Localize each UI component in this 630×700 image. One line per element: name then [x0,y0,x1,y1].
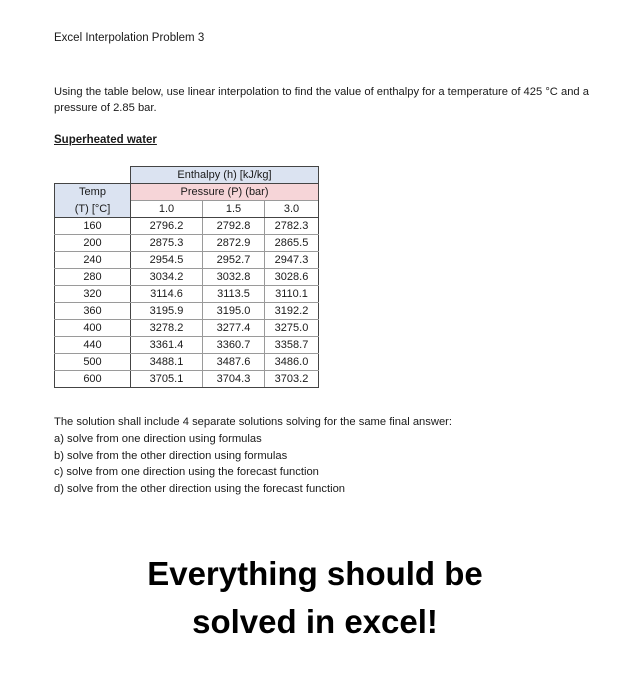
table-row [55,303,319,320]
table-row [55,337,319,354]
temp-cell: 320 [55,286,131,303]
enthalpy-cell: 3360.7 [203,337,265,354]
table-caption: Enthalpy (h) [kJ/kg] [131,167,319,184]
requirement-item: d) solve from the other direction using the forecast function [54,483,346,496]
enthalpy-cell: 2875.3 [131,235,203,252]
closing-line: solved in excel! [192,603,438,640]
enthalpy-cell: 2792.8 [203,218,265,235]
temp-cell: 500 [55,354,131,371]
table-row [55,269,319,286]
enthalpy-cell: 3704.3 [203,371,265,388]
problem-statement: Using the table below, use linear interpolation to find the value of enthalpy for a temperature of 425 °C and a pressure of 2.85 bar. [54,86,589,114]
table-row [55,371,319,388]
enthalpy-cell: 2796.2 [131,218,203,235]
enthalpy-cell: 3278.2 [131,320,203,337]
temp-cell: 240 [55,252,131,269]
solution-requirements [54,414,452,498]
pressure-header: 1.5 [203,201,265,218]
enthalpy-cell: 3488.1 [131,354,203,371]
enthalpy-cell: 2954.5 [131,252,203,269]
table-row [55,235,319,252]
enthalpy-cell: 2865.5 [265,235,319,252]
pressure-header: 1.0 [131,201,203,218]
temp-cell: 160 [55,218,131,235]
enthalpy-cell: 3110.1 [265,286,319,303]
enthalpy-cell: 3195.9 [131,303,203,320]
temp-cell: 600 [55,371,131,388]
temp-cell: 280 [55,269,131,286]
table-row [55,252,319,269]
enthalpy-cell: 3361.4 [131,337,203,354]
enthalpy-cell: 3703.2 [265,371,319,388]
enthalpy-cell: 3034.2 [131,269,203,286]
temp-unit-label: (T) [°C] [55,201,131,218]
table-row [55,320,319,337]
enthalpy-cell: 3028.6 [265,269,319,286]
table-row [55,286,319,303]
closing-line: Everything should be [147,555,483,592]
section-title: Superheated water [54,134,157,146]
enthalpy-cell: 3358.7 [265,337,319,354]
requirement-item: c) solve from one direction using the forecast function [54,466,319,479]
enthalpy-cell: 2947.3 [265,252,319,269]
enthalpy-cell: 3277.4 [203,320,265,337]
pressure-label: Pressure (P) (bar) [131,184,319,201]
temp-cell: 360 [55,303,131,320]
temp-cell: 400 [55,320,131,337]
enthalpy-cell: 3275.0 [265,320,319,337]
pressure-header-row [55,201,319,218]
enthalpy-cell: 3705.1 [131,371,203,388]
temp-label: Temp [55,184,131,201]
closing-note [0,550,630,646]
enthalpy-cell: 3195.0 [203,303,265,320]
enthalpy-cell: 3192.2 [265,303,319,320]
enthalpy-cell: 3113.5 [203,286,265,303]
temp-cell: 200 [55,235,131,252]
requirement-item: b) solve from the other direction using formulas [54,449,288,462]
enthalpy-cell: 3114.6 [131,286,203,303]
requirements-intro: The solution shall include 4 separate solutions solving for the same final answer: [54,416,452,428]
enthalpy-cell: 2872.9 [203,235,265,252]
enthalpy-cell: 3487.6 [203,354,265,371]
enthalpy-cell: 2782.3 [265,218,319,235]
table-row [55,354,319,371]
pressure-header: 3.0 [265,201,319,218]
page-title: Excel Interpolation Problem 3 [54,32,205,44]
enthalpy-cell: 3486.0 [265,354,319,371]
enthalpy-cell: 3032.8 [203,269,265,286]
requirement-item: a) solve from one direction using formulas [54,432,262,445]
table-row [55,218,319,235]
temp-cell: 440 [55,337,131,354]
enthalpy-cell: 2952.7 [203,252,265,269]
enthalpy-table [54,166,319,388]
